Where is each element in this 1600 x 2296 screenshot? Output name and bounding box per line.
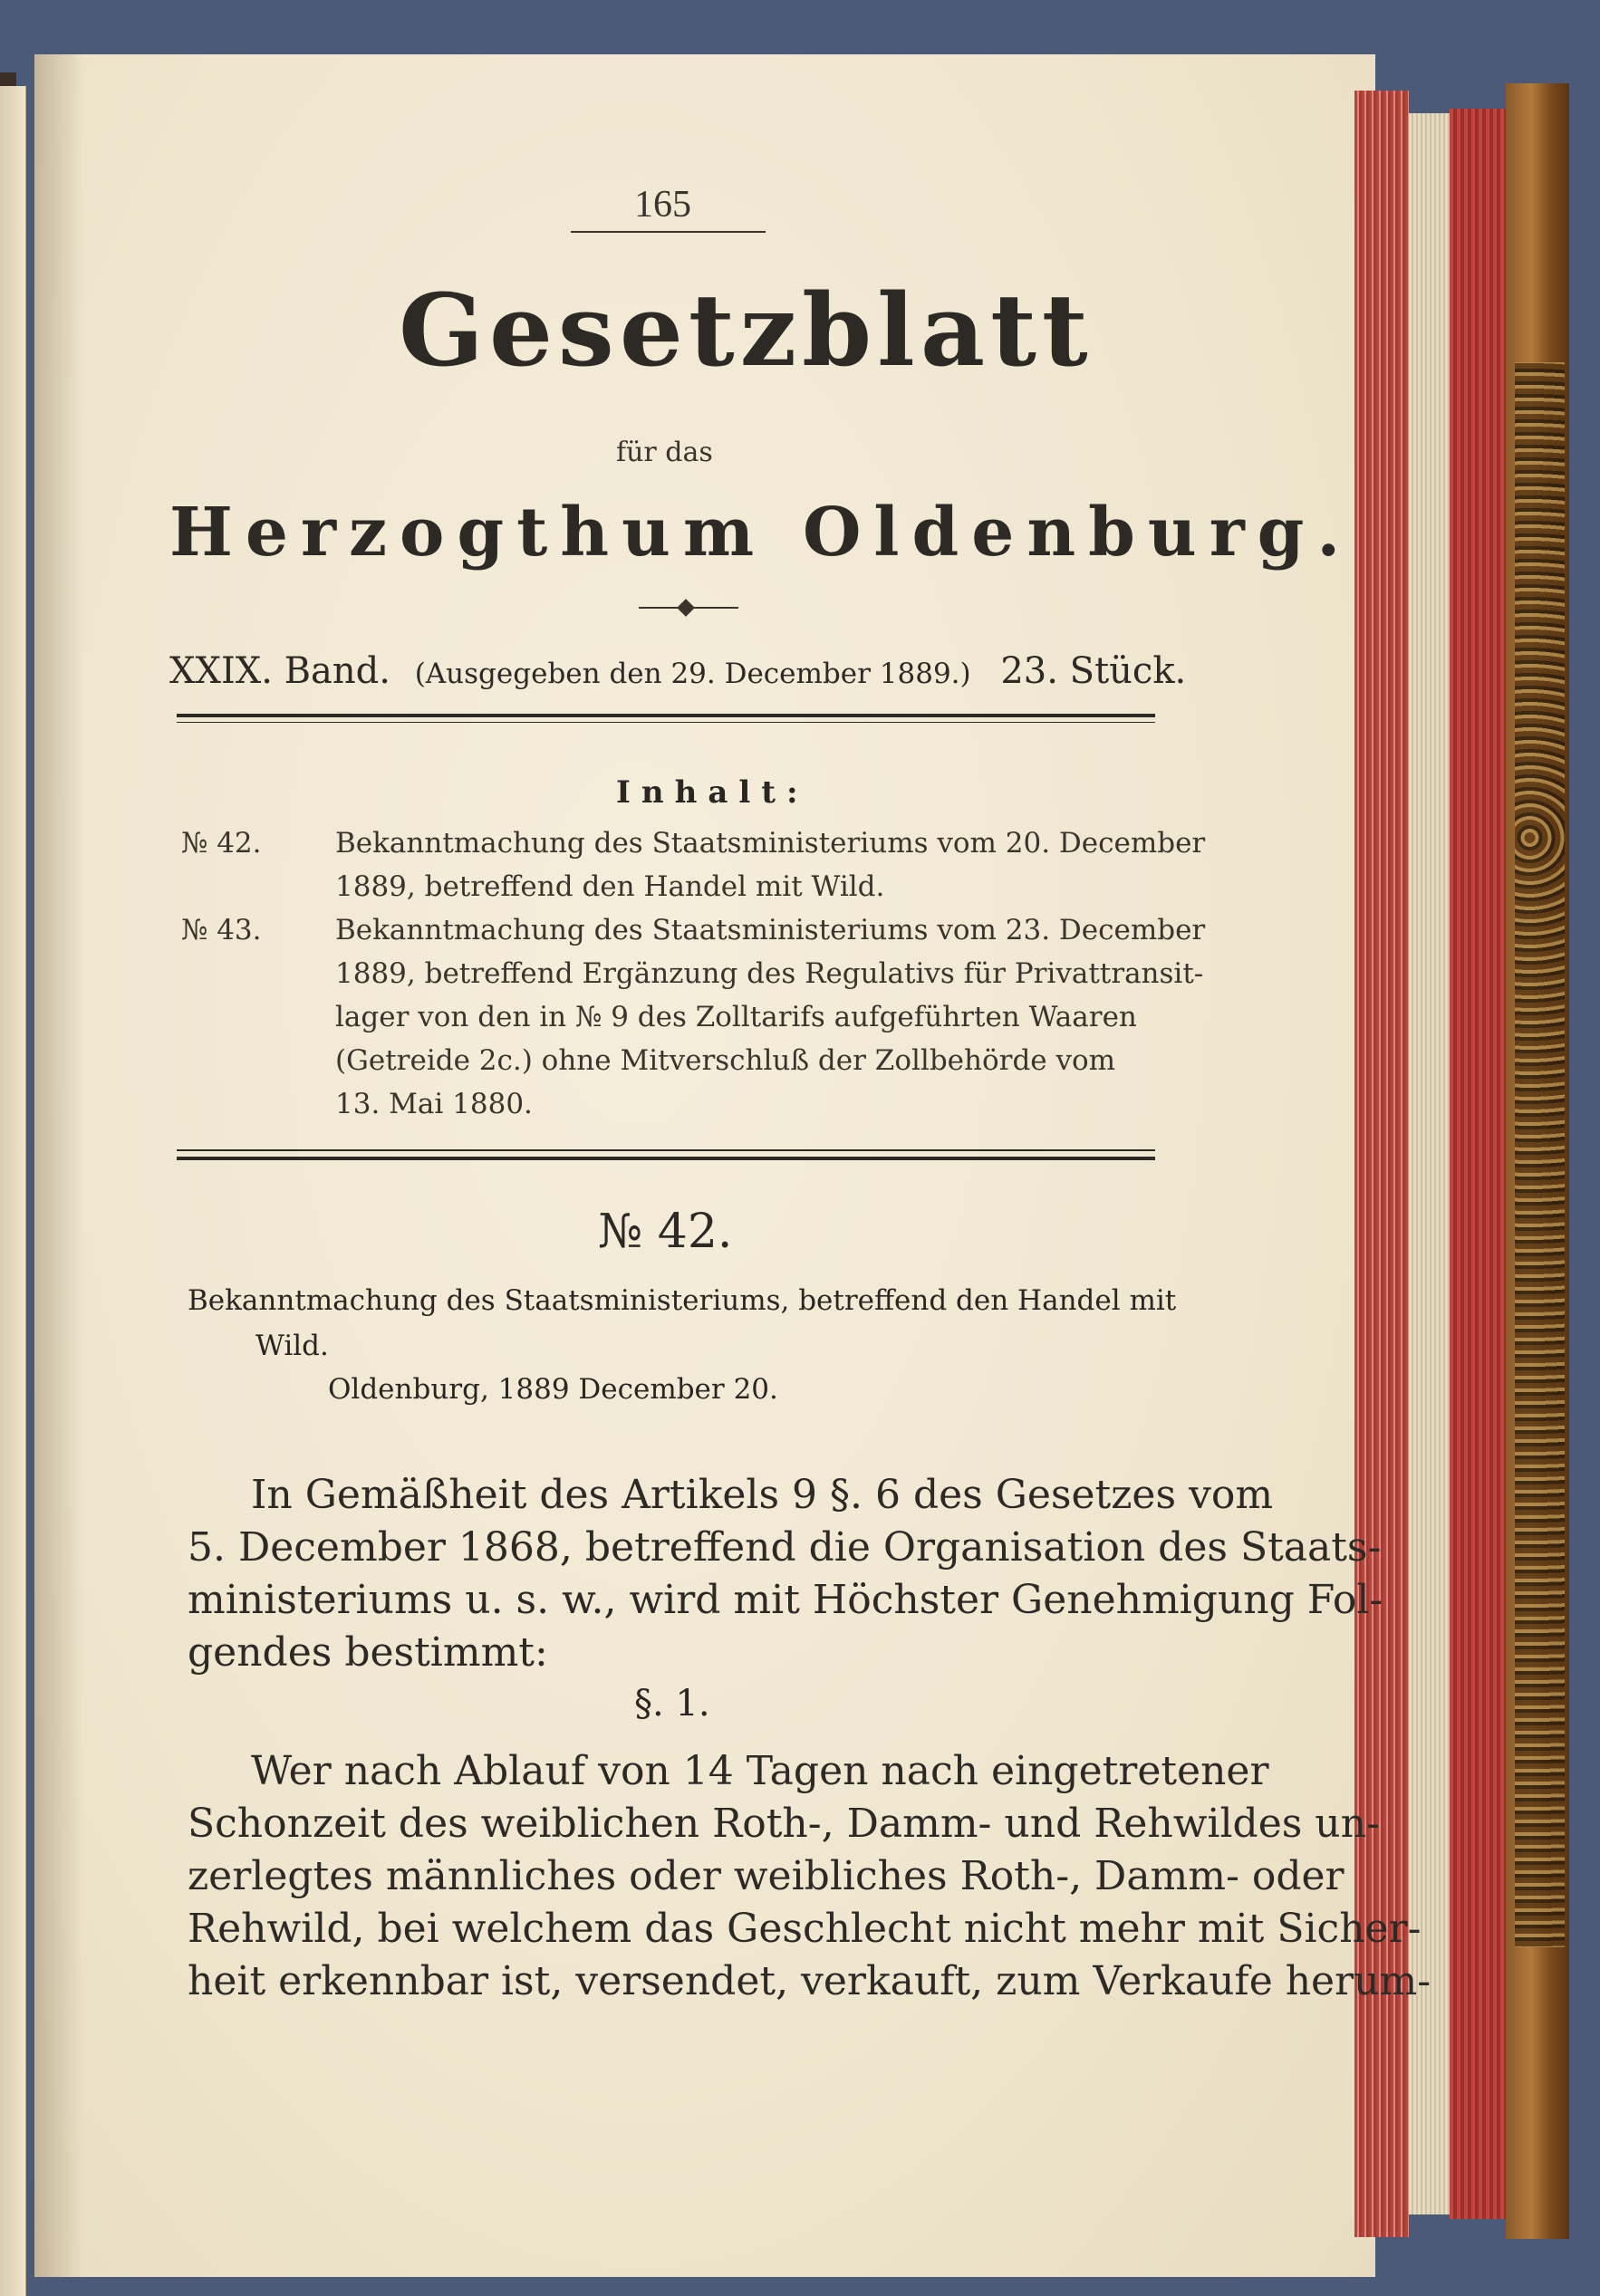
masthead-subtitle: Herzogthum Oldenburg. (169, 494, 1354, 572)
contents-entry-line: lager von den in № 9 des Zolltarifs aufgeführten Waaren (335, 1001, 1137, 1033)
page-edges-cream (1409, 113, 1450, 2214)
header-rule-top (177, 714, 1155, 717)
contents-entry (181, 914, 1205, 946)
issue-band: XXIX. Band. (169, 650, 390, 692)
section-title-line: Wild. (255, 1330, 329, 1362)
masthead-fuer-das: für das (616, 437, 713, 468)
body-line: Wer nach Ablauf von 14 Tagen nach eingetretener (251, 1748, 1269, 1794)
section-date: Oldenburg, 1889 December 20. (328, 1373, 778, 1406)
paragraph-sign: §. 1. (634, 1683, 710, 1724)
body-line: 5. December 1868, betreffend die Organisation des Staats- (188, 1524, 1382, 1571)
contents-entry-line: 13. Mai 1880. (335, 1088, 533, 1120)
header-rule-bottom (177, 722, 1155, 723)
contents-entry (181, 827, 1205, 860)
body-line: zerlegtes männliches oder weibliches Roth-, Damm- oder (188, 1853, 1345, 1899)
contents-rule-bottom (177, 1157, 1155, 1160)
contents-heading: Inhalt: (616, 774, 809, 811)
page-number: 165 (634, 184, 691, 226)
issue-stueck: 23. Stück. (1000, 650, 1187, 692)
page-edges-red-outer (1450, 109, 1506, 2219)
contents-entry-line: Bekanntmachung des Staatsministeriums vom 20. December (335, 827, 1206, 860)
contents-rule-top (177, 1149, 1155, 1151)
contents-entry-number: № 43. (181, 914, 262, 946)
body-line: gendes bestimmt: (188, 1629, 548, 1676)
page-number-rule (571, 231, 766, 233)
body-line: ministeriums u. s. w., wird mit Höchster Genehmigung Fol- (188, 1577, 1383, 1623)
section-title-line: Bekanntmachung des Staatsministeriums, betreffend den Handel mit (188, 1284, 1177, 1317)
contents-entry-line: 1889, betreffend Ergänzung des Regulativs für Privattransit- (335, 957, 1204, 990)
page-gutter-shadow (34, 54, 84, 2277)
contents-entry-line: (Getreide 2c.) ohne Mitverschluß der Zollbehörde vom (335, 1044, 1116, 1077)
contents-entry-line: 1889, betreffend den Handel mit Wild. (335, 870, 885, 903)
body-line: In Gemäßheit des Artikels 9 §. 6 des Gesetzes vom (251, 1472, 1274, 1518)
contents-entry-line: Bekanntmachung des Staatsministeriums vom 23. December (335, 914, 1206, 946)
masthead-title: Gesetzblatt (399, 272, 1094, 389)
section-number: № 42. (598, 1205, 733, 1259)
issue-line (169, 650, 1186, 692)
body-line: Schonzeit des weiblichen Roth-, Damm- und Rehwildes un- (188, 1801, 1380, 1847)
contents-entry-number: № 42. (181, 827, 262, 860)
body-line: heit erkennbar ist, versendet, verkauft, zum Verkaufe herum- (188, 1958, 1431, 2004)
body-line: Rehwild, bei welchem das Geschlecht nicht mehr mit Sicher- (188, 1906, 1422, 1952)
issue-date: (Ausgegeben den 29. December 1889.) (414, 658, 971, 690)
left-page-edge (0, 86, 26, 2296)
cover-marbling (1515, 362, 1565, 1947)
